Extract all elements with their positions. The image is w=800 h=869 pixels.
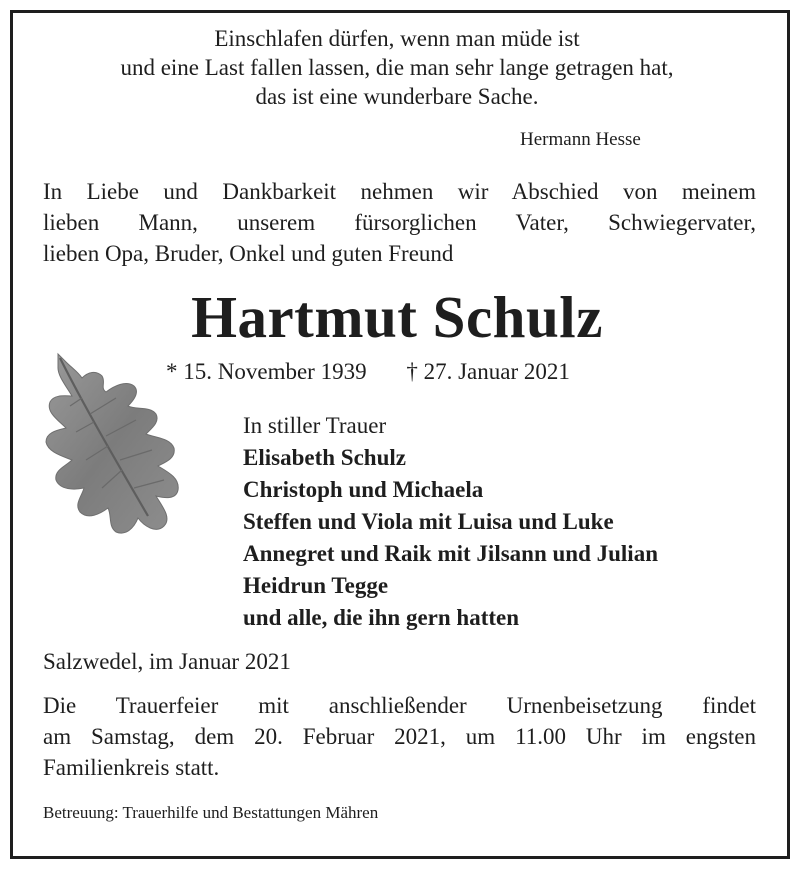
quote-line: das ist eine wunderbare Sache. [255, 84, 539, 109]
quote-line: und eine Last fallen lassen, die man sehr lange getragen hat, [120, 55, 674, 80]
place-date: Salzwedel, im Januar 2021 [43, 649, 291, 674]
quote-line: Einschlafen dürfen, wenn man müde ist [214, 26, 580, 51]
intro-line: lieben Mann, unserem fürsorglichen Vater, Schwiegervater, [43, 210, 756, 235]
mourners-list [243, 410, 658, 634]
mourners-lead: In stiller Trauer [243, 413, 387, 438]
mourner-name: Elisabeth Schulz [243, 445, 406, 470]
mourner-name: Christoph und Michaela [243, 477, 484, 502]
service-info [43, 690, 756, 783]
mourner-name: Heidrun Tegge [243, 573, 389, 598]
service-line: am Samstag, dem 20. Februar 2021, um 11.00 Uhr im engsten [43, 724, 756, 749]
intro-line: lieben Opa, Bruder, Onkel und guten Freund [43, 241, 454, 266]
funeral-home-note: Betreuung: Trauerhilfe und Bestattungen Mähren [43, 803, 379, 822]
service-line: Familienkreis statt. [43, 755, 220, 780]
mourner-name: Annegret und Raik mit Jilsann und Julian [243, 541, 658, 566]
quote-author: Hermann Hesse [520, 129, 641, 150]
intro-line: In Liebe und Dankbarkeit nehmen wir Abschied von meinem [43, 179, 756, 204]
oak-leaf-icon [36, 348, 216, 538]
deceased-name: Hartmut Schulz [191, 284, 603, 350]
service-line: Die Trauerfeier mit anschließender Urnenbeisetzung findet [43, 693, 756, 718]
mourner-name: und alle, die ihn gern hatten [243, 605, 520, 630]
life-dates [166, 357, 570, 387]
mourner-name: Steffen und Viola mit Luisa und Luke [243, 509, 614, 534]
death-date: † 27. Januar 2021 [406, 359, 570, 384]
epigraph-quote [14, 24, 780, 111]
birth-date: * 15. November 1939 [166, 359, 367, 384]
intro-text [43, 176, 756, 269]
